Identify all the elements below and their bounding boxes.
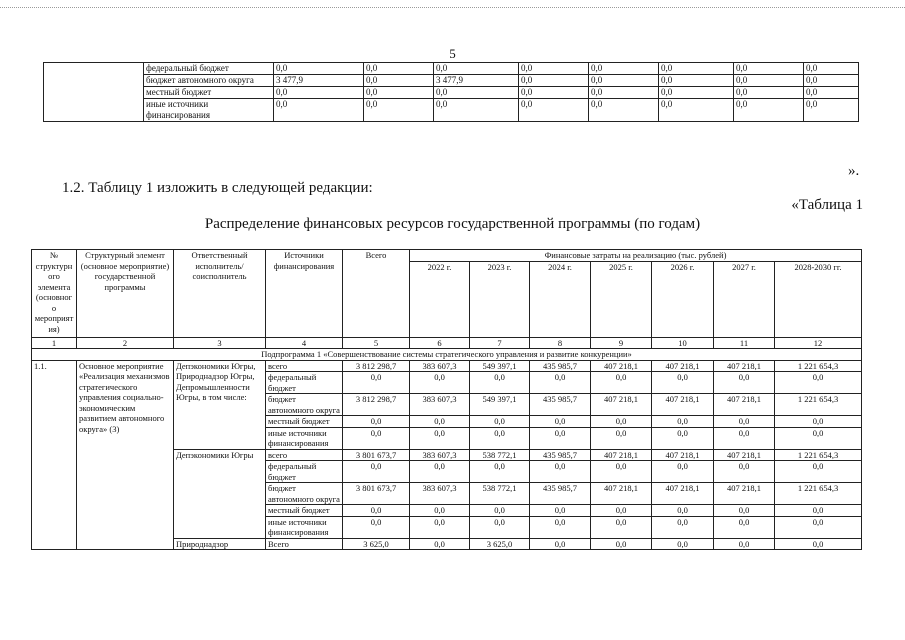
value-cell: 3 477,9 — [274, 75, 364, 87]
value-cell: 0,0 — [714, 505, 775, 517]
funding-distribution-table — [31, 249, 862, 550]
value-cell: 3 801 673,7 — [343, 483, 410, 505]
table-row — [32, 360, 862, 372]
value-cell: 0,0 — [343, 427, 410, 449]
value-cell: 0,0 — [652, 427, 714, 449]
value-cell: 0,0 — [343, 505, 410, 517]
value-cell: 0,0 — [530, 505, 591, 517]
value-cell: 383 607,3 — [410, 394, 470, 416]
value-cell: 0,0 — [659, 75, 734, 87]
funding-source: Всего — [266, 538, 343, 550]
value-cell: 0,0 — [775, 505, 862, 517]
value-cell: 0,0 — [343, 372, 410, 394]
value-cell: 435 985,7 — [530, 394, 591, 416]
continued-funding-table — [43, 62, 859, 122]
value-cell: 0,0 — [364, 63, 434, 75]
value-cell: 0,0 — [659, 63, 734, 75]
header-num: № структурного элемента (основного мероприятия) — [32, 250, 77, 338]
value-cell: 407 218,1 — [714, 449, 775, 461]
header-year: 2024 г. — [530, 261, 591, 337]
value-cell: 0,0 — [804, 99, 859, 122]
value-cell: 3 625,0 — [343, 538, 410, 550]
value-cell: 0,0 — [410, 538, 470, 550]
value-cell: 0,0 — [410, 372, 470, 394]
value-cell: 0,0 — [589, 63, 659, 75]
value-cell: 407 218,1 — [652, 449, 714, 461]
table-row — [44, 75, 859, 87]
column-number: 12 — [775, 337, 862, 349]
column-number: 4 — [266, 337, 343, 349]
value-cell: 0,0 — [410, 461, 470, 483]
value-cell: 1 221 654,3 — [775, 360, 862, 372]
value-cell: 383 607,3 — [410, 449, 470, 461]
value-cell: 0,0 — [734, 63, 804, 75]
funding-source: всего — [266, 360, 343, 372]
value-cell: 0,0 — [804, 75, 859, 87]
value-cell: 0,0 — [274, 99, 364, 122]
value-cell: 0,0 — [775, 516, 862, 538]
value-cell: 0,0 — [470, 505, 530, 517]
value-cell: 0,0 — [591, 516, 652, 538]
funding-source: местный бюджет — [266, 505, 343, 517]
header-total: Всего — [343, 250, 410, 338]
value-cell: 407 218,1 — [714, 360, 775, 372]
value-cell: 407 218,1 — [591, 483, 652, 505]
header-year: 2025 г. — [591, 261, 652, 337]
value-cell: 407 218,1 — [652, 394, 714, 416]
responsible-executor: Депэкономики Югры — [174, 449, 266, 538]
value-cell: 0,0 — [652, 538, 714, 550]
value-cell: 0,0 — [659, 99, 734, 122]
funding-source: бюджет автономного округа — [266, 483, 343, 505]
column-number: 7 — [470, 337, 530, 349]
header-costs-group: Финансовые затраты на реализацию (тыс. рублей) — [410, 250, 862, 262]
value-cell: 407 218,1 — [652, 483, 714, 505]
value-cell: 0,0 — [343, 416, 410, 428]
value-cell: 0,0 — [734, 75, 804, 87]
column-number: 9 — [591, 337, 652, 349]
column-number: 5 — [343, 337, 410, 349]
funding-source: всего — [266, 449, 343, 461]
value-cell: 383 607,3 — [410, 360, 470, 372]
column-number: 8 — [530, 337, 591, 349]
value-cell: 3 801 673,7 — [343, 449, 410, 461]
value-cell: 435 985,7 — [530, 449, 591, 461]
value-cell: 0,0 — [434, 87, 519, 99]
value-cell: 0,0 — [364, 87, 434, 99]
value-cell: 0,0 — [652, 505, 714, 517]
value-cell: 0,0 — [410, 516, 470, 538]
header-sources: Источники финансирования — [266, 250, 343, 338]
header-responsible: Ответственный исполнитель/ соисполнитель — [174, 250, 266, 338]
funding-source: местный бюджет — [144, 87, 274, 99]
value-cell: 3 477,9 — [434, 75, 519, 87]
value-cell: 0,0 — [530, 516, 591, 538]
value-cell: 0,0 — [530, 416, 591, 428]
value-cell: 0,0 — [775, 538, 862, 550]
column-number: 3 — [174, 337, 266, 349]
header-year: 2022 г. — [410, 261, 470, 337]
blank-cell — [44, 63, 144, 122]
responsible-executor: Природнадзор — [174, 538, 266, 550]
value-cell: 407 218,1 — [591, 449, 652, 461]
column-number: 2 — [77, 337, 174, 349]
value-cell: 407 218,1 — [591, 394, 652, 416]
value-cell: 407 218,1 — [714, 394, 775, 416]
value-cell: 3 812 298,7 — [343, 394, 410, 416]
value-cell: 0,0 — [714, 461, 775, 483]
value-cell: 0,0 — [652, 416, 714, 428]
value-cell: 0,0 — [804, 63, 859, 75]
value-cell: 0,0 — [274, 87, 364, 99]
value-cell: 0,0 — [804, 87, 859, 99]
value-cell: 0,0 — [714, 416, 775, 428]
value-cell: 0,0 — [591, 538, 652, 550]
value-cell: 0,0 — [591, 427, 652, 449]
value-cell: 0,0 — [591, 416, 652, 428]
funding-source: федеральный бюджет — [266, 461, 343, 483]
value-cell: 0,0 — [530, 538, 591, 550]
value-cell: 0,0 — [591, 372, 652, 394]
structural-element: Основное мероприятие «Реализация механизмов стратегического управления социально-экономическим развитием автономного округа» (3) — [77, 360, 174, 550]
value-cell: 1 221 654,3 — [775, 483, 862, 505]
value-cell: 3 812 298,7 — [343, 360, 410, 372]
value-cell: 383 607,3 — [410, 483, 470, 505]
value-cell: 0,0 — [530, 372, 591, 394]
table-row — [44, 63, 859, 75]
funding-source: бюджет автономного округа — [144, 75, 274, 87]
table-row — [44, 87, 859, 99]
value-cell: 0,0 — [589, 99, 659, 122]
table-title: Распределение финансовых ресурсов государственной программы (по годам) — [204, 216, 701, 232]
value-cell: 549 397,1 — [470, 360, 530, 372]
value-cell: 435 985,7 — [530, 483, 591, 505]
column-number: 6 — [410, 337, 470, 349]
value-cell: 0,0 — [364, 75, 434, 87]
value-cell: 0,0 — [652, 372, 714, 394]
header-year: 2027 г. — [714, 261, 775, 337]
value-cell: 0,0 — [775, 427, 862, 449]
funding-source: федеральный бюджет — [266, 372, 343, 394]
value-cell: 0,0 — [775, 372, 862, 394]
value-cell: 0,0 — [659, 87, 734, 99]
value-cell: 0,0 — [434, 99, 519, 122]
value-cell: 435 985,7 — [530, 360, 591, 372]
value-cell: 0,0 — [519, 63, 589, 75]
value-cell: 0,0 — [410, 505, 470, 517]
column-number: 10 — [652, 337, 714, 349]
value-cell: 0,0 — [530, 461, 591, 483]
value-cell: 0,0 — [410, 427, 470, 449]
value-cell: 0,0 — [734, 87, 804, 99]
value-cell: 1 221 654,3 — [775, 449, 862, 461]
value-cell: 0,0 — [519, 99, 589, 122]
value-cell: 0,0 — [652, 461, 714, 483]
value-cell: 0,0 — [274, 63, 364, 75]
value-cell: 0,0 — [470, 372, 530, 394]
clause-text: 1.2. Таблицу 1 изложить в следующей редакции: — [62, 180, 373, 196]
value-cell: 0,0 — [470, 516, 530, 538]
value-cell: 0,0 — [410, 416, 470, 428]
value-cell: 0,0 — [364, 99, 434, 122]
header-year: 2023 г. — [470, 261, 530, 337]
value-cell: 0,0 — [591, 505, 652, 517]
value-cell: 0,0 — [470, 461, 530, 483]
value-cell: 0,0 — [434, 63, 519, 75]
value-cell: 0,0 — [519, 75, 589, 87]
value-cell: 549 397,1 — [470, 394, 530, 416]
value-cell: 538 772,1 — [470, 449, 530, 461]
column-number: 1 — [32, 337, 77, 349]
value-cell: 0,0 — [470, 427, 530, 449]
value-cell: 0,0 — [343, 516, 410, 538]
funding-source: местный бюджет — [266, 416, 343, 428]
header-year: 2028-2030 гг. — [775, 261, 862, 337]
page-number: 5 — [449, 46, 456, 61]
value-cell: 1 221 654,3 — [775, 394, 862, 416]
value-cell: 407 218,1 — [652, 360, 714, 372]
value-cell: 0,0 — [589, 87, 659, 99]
header-year: 2026 г. — [652, 261, 714, 337]
funding-source: иные источники финансирования — [266, 516, 343, 538]
value-cell: 0,0 — [775, 461, 862, 483]
funding-source: иные источники финансирования — [266, 427, 343, 449]
value-cell: 0,0 — [589, 75, 659, 87]
responsible-executor: Депэкономики Югры, Природнадзор Югры, Депромышленности Югры, в том числе: — [174, 360, 266, 449]
value-cell: 0,0 — [714, 427, 775, 449]
value-cell: 538 772,1 — [470, 483, 530, 505]
subprogram-title: Подпрограмма 1 «Совершенствование системы стратегического управления и развитие конкуренции» — [32, 349, 862, 361]
funding-source: бюджет автономного округа — [266, 394, 343, 416]
value-cell: 0,0 — [519, 87, 589, 99]
closing-quote: ». — [848, 163, 860, 179]
value-cell: 0,0 — [734, 99, 804, 122]
value-cell: 407 218,1 — [591, 360, 652, 372]
funding-source: иные источники финансирования — [144, 99, 274, 122]
value-cell: 0,0 — [530, 427, 591, 449]
value-cell: 0,0 — [714, 372, 775, 394]
header-structural-element: Структурный элемент (основное мероприятие) государственной программы — [77, 250, 174, 338]
value-cell: 0,0 — [775, 416, 862, 428]
row-number: 1.1. — [32, 360, 77, 550]
value-cell: 0,0 — [714, 516, 775, 538]
value-cell: 0,0 — [714, 538, 775, 550]
value-cell: 0,0 — [652, 516, 714, 538]
table-label: «Таблица 1 — [791, 197, 863, 213]
table-row — [44, 99, 859, 122]
value-cell: 3 625,0 — [470, 538, 530, 550]
value-cell: 407 218,1 — [714, 483, 775, 505]
column-number: 11 — [714, 337, 775, 349]
value-cell: 0,0 — [591, 461, 652, 483]
value-cell: 0,0 — [343, 461, 410, 483]
funding-source: федеральный бюджет — [144, 63, 274, 75]
scan-edge-line — [0, 7, 905, 8]
value-cell: 0,0 — [470, 416, 530, 428]
